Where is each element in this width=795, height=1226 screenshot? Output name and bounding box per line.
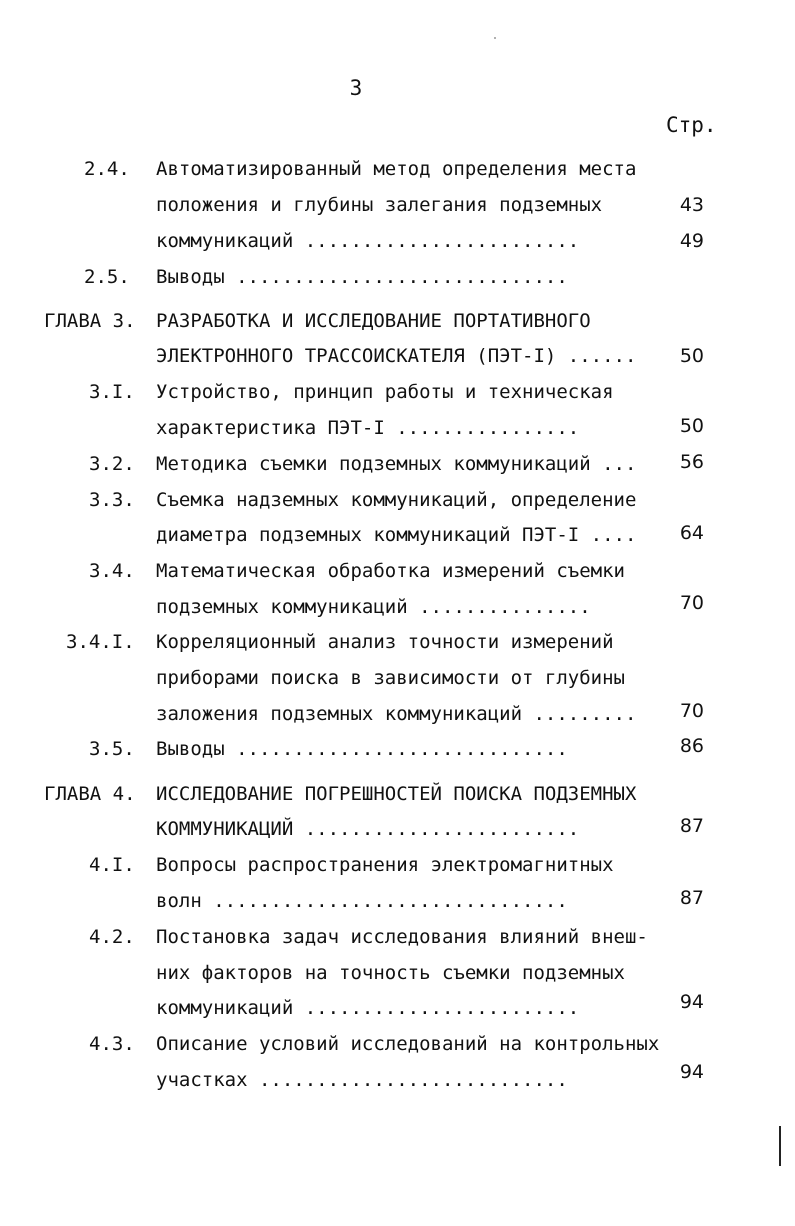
entry-page: 86 xyxy=(679,735,704,757)
entry-number: 3.3. xyxy=(89,489,135,511)
entry-page: 50 xyxy=(679,345,704,367)
chapter-title-line: ЭЛЕКТРОННОГО ТРАССОИСКАТЕЛЯ (ПЭТ-I) ...... xyxy=(156,345,637,367)
entry-title-line: Корреляционный анализ точности измерений xyxy=(156,631,614,653)
entry-number: 4.2. xyxy=(89,926,135,948)
entry-title-line: коммуникаций ........................ xyxy=(156,997,580,1019)
entry-page: 70 xyxy=(679,592,704,614)
entry-page: 56 xyxy=(679,451,704,473)
entry-title-line: диаметра подземных коммуникаций ПЭТ-I .... xyxy=(156,524,637,546)
scan-speck xyxy=(494,37,496,39)
page-column-label: Стр. xyxy=(666,113,717,137)
entry-number: 4.3. xyxy=(89,1033,135,1055)
entry-title-line: заложения подземных коммуникаций ......... xyxy=(156,703,637,725)
entry-number: 3.I. xyxy=(89,381,135,403)
entry-title-line: Описание условий исследований на контрольных xyxy=(156,1033,660,1055)
entry-title-line: Выводы ............................. xyxy=(156,738,568,760)
chapter-number: ГЛАВА 4. xyxy=(44,783,136,805)
entry-page: 43 xyxy=(679,194,704,216)
chapter-title-line: РАЗРАБОТКА И ИССЛЕДОВАНИЕ ПОРТАТИВНОГО xyxy=(156,310,591,332)
entry-page: 49 xyxy=(679,230,704,252)
entry-page: 94 xyxy=(679,991,704,1013)
entry-page: 50 xyxy=(679,415,704,437)
entry-title-line: Автоматизированный метод определения места xyxy=(156,158,637,180)
chapter-title-line: ИССЛЕДОВАНИЕ ПОГРЕШНОСТЕЙ ПОИСКА ПОДЗЕМНЫХ xyxy=(156,783,637,805)
scan-margin-mark xyxy=(779,1126,781,1166)
entry-page: 64 xyxy=(679,522,704,544)
entry-title-line: Выводы ............................. xyxy=(156,266,568,288)
entry-title-line: них факторов на точность съемки подземных xyxy=(156,962,625,984)
entry-number: 3.5. xyxy=(89,738,135,760)
entry-number: 2.4. xyxy=(84,158,130,180)
entry-title-line: Устройство, принцип работы и техническая xyxy=(156,381,614,403)
entry-number: 3.4.I. xyxy=(66,631,135,653)
chapter-number: ГЛАВА 3. xyxy=(44,310,136,332)
entry-title-line: Съемка надземных коммуникаций, определение xyxy=(156,489,637,511)
entry-title-line: волн ............................... xyxy=(156,890,568,912)
entry-title-line: подземных коммуникаций ............... xyxy=(156,596,591,618)
entry-page: 87 xyxy=(679,815,704,837)
entry-title-line: приборами поиска в зависимости от глубины xyxy=(156,667,625,689)
entry-title-line: Методика съемки подземных коммуникаций ... xyxy=(156,453,637,475)
entry-title-line: Вопросы распространения электромагнитных xyxy=(156,854,614,876)
entry-title-line: Постановка задач исследования влияний внеш- xyxy=(156,926,648,948)
entry-page: 70 xyxy=(679,700,704,722)
chapter-title-line: КОММУНИКАЦИЙ ........................ xyxy=(156,818,580,840)
entry-title-line: характеристика ПЭТ-I ................ xyxy=(156,417,580,439)
entry-page: 94 xyxy=(679,1061,704,1083)
entry-title-line: положения и глубины залегания подземных xyxy=(156,194,603,216)
entry-title-line: коммуникаций ........................ xyxy=(156,230,580,252)
page-number: 3 xyxy=(349,76,363,100)
entry-number: 4.I. xyxy=(89,854,135,876)
entry-number: 3.4. xyxy=(89,560,135,582)
entry-title-line: участках ........................... xyxy=(156,1069,568,1091)
entry-title-line: Математическая обработка измерений съемки xyxy=(156,560,625,582)
entry-number: 2.5. xyxy=(84,266,130,288)
entry-page: 87 xyxy=(679,887,704,909)
entry-number: 3.2. xyxy=(89,453,135,475)
